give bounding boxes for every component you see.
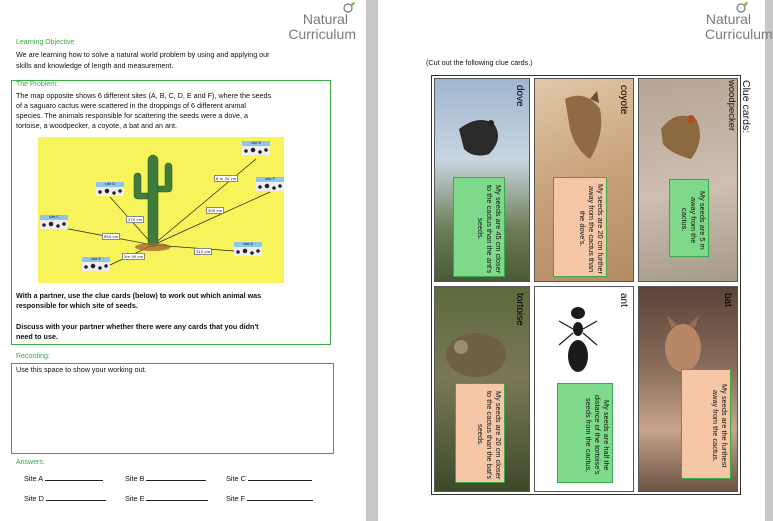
- recording-box[interactable]: [11, 363, 334, 454]
- problem-line3: species. The animals responsible for scattering the seeds were a dove, a: [16, 111, 248, 120]
- clue-cards-page: [378, 0, 773, 521]
- card-animal-name: ant: [618, 293, 629, 307]
- logo-line2: Curriculum: [705, 26, 773, 42]
- cactus-icon: [134, 155, 172, 247]
- problem-line4: tortoise, a woodpecker, a coyote, a bat and an ant.: [16, 121, 178, 130]
- distance-label: 2m 90 cm: [124, 254, 144, 259]
- clue-cards-title: Clue cards:: [740, 80, 752, 134]
- logo-line1: Natural: [705, 11, 751, 27]
- clue-card-ant[interactable]: [534, 286, 634, 492]
- answers-label: Answers:: [16, 459, 45, 466]
- tortoise-animal-icon: [441, 317, 511, 387]
- problem-line2: of a saguaro cactus were scattered in the droppings of 6 different animal: [16, 101, 247, 110]
- site-f-label: site F: [256, 177, 284, 182]
- coyote-animal-icon: [555, 89, 615, 169]
- clue-text: My seeds are 5 m away from the cactus.: [680, 190, 707, 250]
- answer-site-a[interactable]: Site A: [24, 474, 125, 483]
- site-c-label: site C: [40, 215, 68, 220]
- map-site-f: [256, 177, 284, 191]
- clue-card-woodpecker[interactable]: [638, 78, 738, 282]
- clue-card-dove[interactable]: [434, 78, 530, 282]
- site-a-label: site A: [234, 242, 262, 247]
- clue-text: My seeds are 20 cm closer to the cactus than the bat's seeds.: [476, 390, 503, 480]
- clue-text: My seeds are half the distance of the tortoise's seeds from the cactus.: [584, 395, 611, 475]
- map-site-d: [96, 182, 124, 196]
- learning-objective-label: Learning Objective: [16, 39, 75, 46]
- discuss-line1: Discuss with your partner whether there were any cards that you didn't: [16, 322, 259, 331]
- distance-label: 270 cm: [128, 217, 143, 222]
- woodpecker-bird-icon: [651, 99, 711, 169]
- card-animal-name: dove: [514, 85, 525, 107]
- map-site-c: [40, 215, 68, 229]
- map-site-e: [82, 257, 110, 271]
- clue-card-tortoise[interactable]: [434, 286, 530, 492]
- distance-label: 315 cm: [196, 249, 211, 254]
- dove-bird-icon: [449, 109, 509, 169]
- distance-label: 500 cm: [208, 208, 223, 213]
- task-line2: responsible for which site of seeds.: [16, 301, 138, 310]
- problem-line1: The map opposite shows 6 different sites (A, B, C, D, E and F), where the seeds: [16, 91, 272, 100]
- clue-text: My seeds are the furthest away from the cactus.: [711, 384, 729, 468]
- clue-card-bat[interactable]: [638, 286, 738, 492]
- site-d-label: site D: [96, 182, 124, 187]
- card-animal-name: tortoise: [514, 293, 525, 326]
- learning-objective-line2: skills and knowledge of length and measurement.: [16, 61, 174, 70]
- answer-site-c[interactable]: Site C: [226, 474, 327, 483]
- clue-card-coyote[interactable]: [534, 78, 634, 282]
- cut-out-instruction: (Cut out the following clue cards.): [426, 58, 533, 67]
- worksheet-page: [0, 0, 366, 521]
- answer-site-e[interactable]: Site E: [125, 494, 226, 503]
- site-b-label: site B: [242, 141, 270, 146]
- site-e-label: site E: [82, 257, 110, 262]
- natural-curriculum-logo: [288, 2, 356, 42]
- distance-label: 650 cm: [104, 234, 119, 239]
- card-animal-name: bat: [722, 293, 733, 307]
- leaf-logo-icon: [735, 1, 749, 13]
- map-site-b: [242, 141, 270, 155]
- logo-line2: Curriculum: [288, 26, 356, 42]
- seed-sites-map: [38, 137, 284, 283]
- distance-label: 6 m 30 cm: [216, 176, 237, 181]
- logo-line1: Natural: [302, 11, 348, 27]
- leaf-logo-icon: [342, 1, 356, 13]
- map-site-a: [234, 242, 262, 256]
- recording-hint: Use this space to show your working out.: [16, 365, 147, 374]
- map-lines: [38, 137, 284, 283]
- card-animal-name: coyote: [618, 85, 629, 115]
- clue-cards-grid: [431, 75, 741, 495]
- recording-label: Recording:: [16, 353, 50, 360]
- discuss-line2: need to use.: [16, 332, 58, 341]
- woodpecker-name: woodpecker: [726, 80, 737, 132]
- clue-text: My seeds are 20 cm further away from the cactus than the dove's.: [578, 184, 605, 274]
- clue-text: My seeds are 45 cm closer to the cactus than the ant's seeds.: [476, 184, 503, 274]
- task-line1: With a partner, use the clue cards (below) to work out which animal was: [16, 291, 262, 300]
- learning-objective-line1: We are learning how to solve a natural world problem by using and applying our: [16, 50, 270, 59]
- ant-icon: [553, 301, 603, 381]
- answer-site-d[interactable]: Site D: [24, 494, 125, 503]
- answers-grid: [24, 474, 327, 503]
- answer-site-b[interactable]: Site B: [125, 474, 226, 483]
- natural-curriculum-logo: [705, 2, 773, 42]
- problem-label: The Problem:: [16, 81, 59, 88]
- answer-site-f[interactable]: Site F: [226, 494, 327, 503]
